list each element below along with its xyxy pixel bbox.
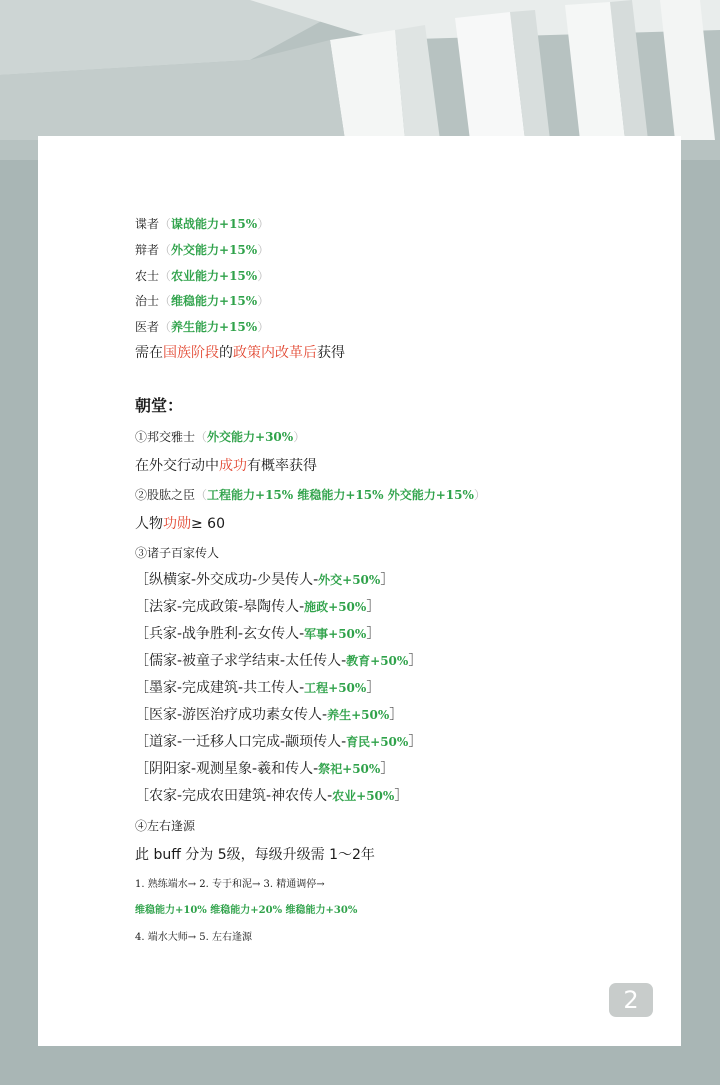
page-number-badge: 2 <box>609 983 653 1017</box>
court-item-4-title: ④左右逢源 <box>135 819 196 833</box>
school-ru: ［儒家-被童子求学结束-太任传人-教育+50%］ <box>135 653 423 669</box>
court-heading: 朝堂： <box>135 396 184 415</box>
stages-line-1: 1. 熟练端水→ 2. 专于和泥→ 3. 精通调停→ <box>135 879 325 890</box>
stages-line-2: 4. 端水大师→ 5. 左右逢源 <box>135 932 252 943</box>
document-page <box>38 136 681 1046</box>
court-item-2: ②股肱之臣（工程能力+15% 维稳能力+15% 外交能力+15%） <box>135 488 486 502</box>
court-item-4-desc: 此 buff 分为 5级，每级升级需 1～2年 <box>135 847 375 863</box>
attendant-doctor: 医者（养生能力+15%） <box>135 320 270 334</box>
school-fa: ［法家-完成政策-皋陶传人-施政+50%］ <box>135 599 381 615</box>
attendant-governor: 治士（维稳能力+15%） <box>135 294 270 308</box>
court-item-3-title: ③诸子百家传人 <box>135 546 220 560</box>
unlock-condition: 需在国族阶段的政策内改革后获得 <box>135 345 345 361</box>
school-bing: ［兵家-战争胜利-玄女传人-军事+50%］ <box>135 626 381 642</box>
stages-bonus: 维稳能力+10% 维稳能力+20% 维稳能力+30% <box>135 905 358 916</box>
attendant-spy: 谍者（谋战能力+15%） <box>135 217 270 231</box>
court-item-1-desc: 在外交行动中成功有概率获得 <box>135 458 317 474</box>
attendant-farmer: 农士（农业能力+15%） <box>135 269 270 283</box>
school-zongheng: ［纵横家-外交成功-少昊传人-外交+50%］ <box>135 572 395 588</box>
school-yi: ［医家-游医治疗成功素女传人-养生+50%］ <box>135 707 404 723</box>
school-dao: ［道家-一迁移人口完成-颛顼传人-育民+50%］ <box>135 734 423 750</box>
court-item-2-desc: 人物功勋≥ 60 <box>135 516 225 532</box>
school-mo: ［墨家-完成建筑-共工传人-工程+50%］ <box>135 680 381 696</box>
school-nong: ［农家-完成农田建筑-神农传人-农业+50%］ <box>135 788 409 804</box>
attendant-debater: 辩者（外交能力+15%） <box>135 243 270 257</box>
court-item-1: ①邦交雅士（外交能力+30%） <box>135 430 306 444</box>
school-yinyang: ［阴阳家-观测星象-羲和传人-祭祀+50%］ <box>135 761 395 777</box>
